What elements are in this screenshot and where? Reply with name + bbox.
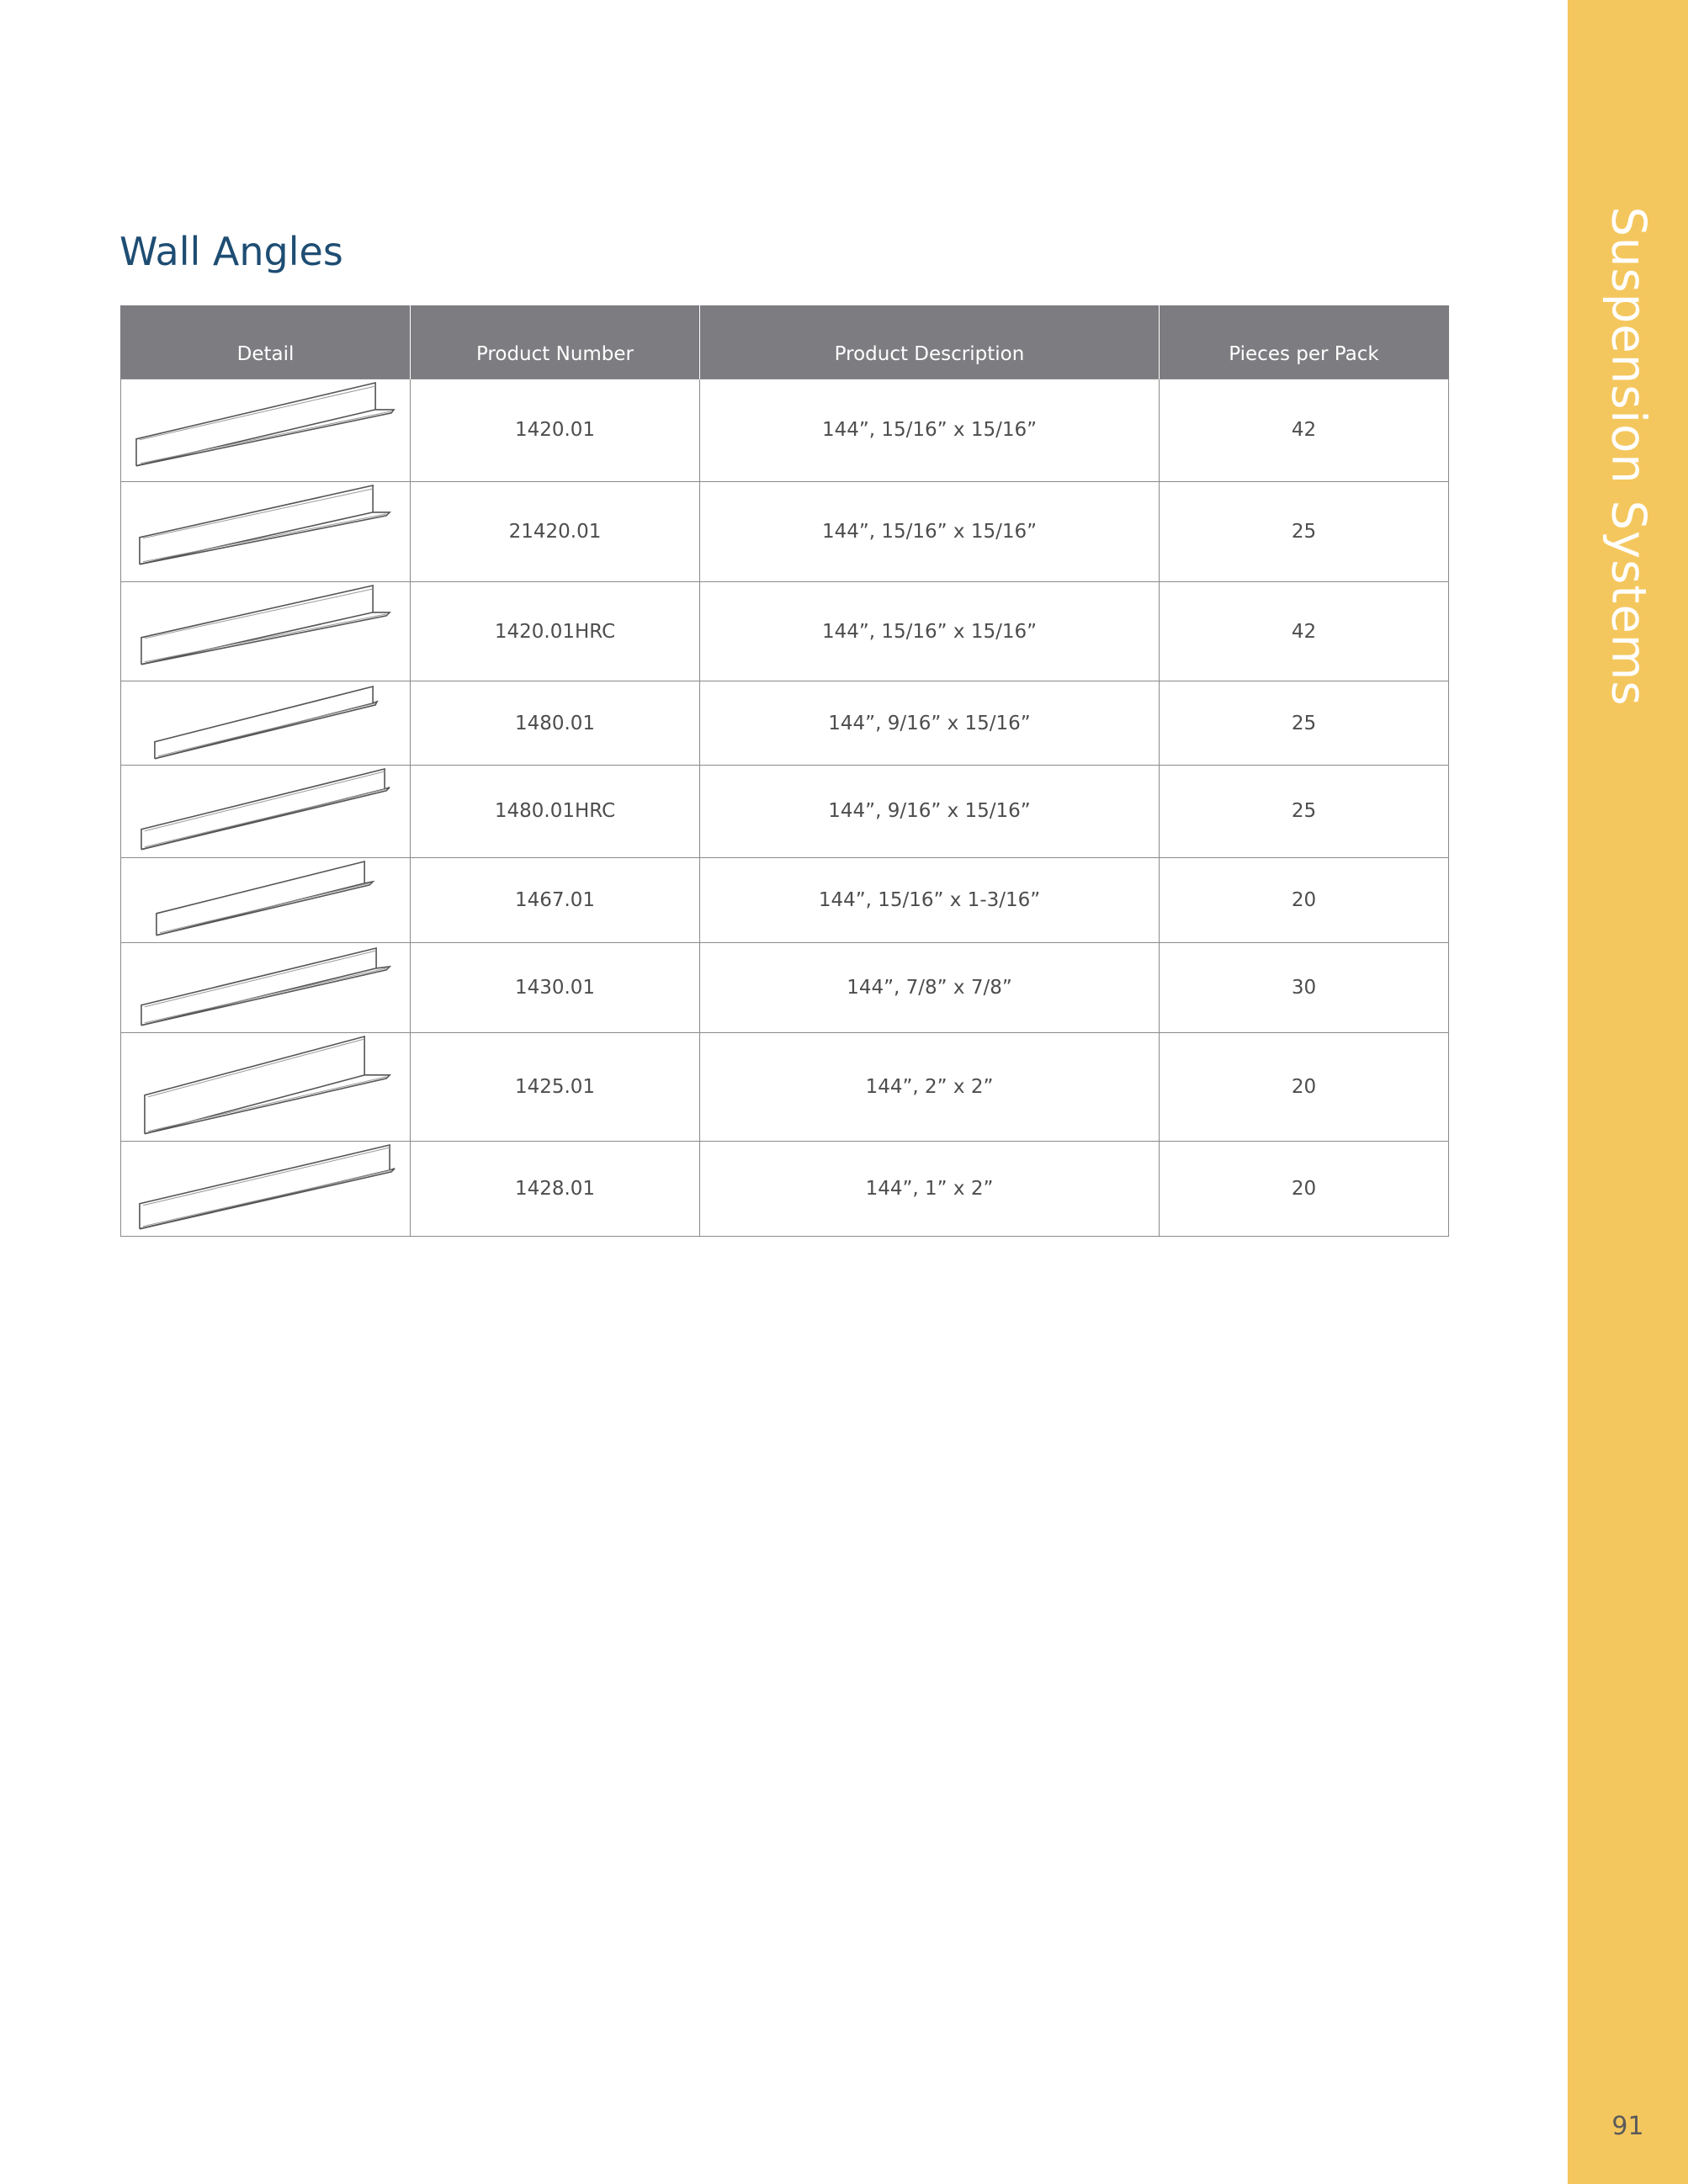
- section-title-container: [1568, 206, 1688, 706]
- product-number: 1480.01: [411, 681, 700, 766]
- wall-angle-drawing-icon: [121, 1033, 410, 1141]
- wall-angle-drawing-icon: [121, 1142, 410, 1236]
- product-description: 144”, 9/16” x 15/16”: [700, 681, 1160, 766]
- detail-cell: [121, 379, 411, 482]
- detail-cell: [121, 581, 411, 681]
- product-number: 1430.01: [411, 942, 700, 1033]
- wall-angle-drawing-icon: [121, 482, 410, 581]
- page-number: 91: [1611, 2112, 1644, 2141]
- section-title: Suspension Systems: [1600, 206, 1655, 706]
- header-pieces-per-pack: Pieces per Pack: [1160, 305, 1449, 379]
- header-product-number: Product Number: [411, 305, 700, 379]
- product-description: 144”, 15/16” x 15/16”: [700, 379, 1160, 482]
- product-number: 1420.01: [411, 379, 700, 482]
- pieces-per-pack: 42: [1160, 581, 1449, 681]
- product-number: 1420.01HRC: [411, 581, 700, 681]
- detail-cell: [121, 681, 411, 766]
- product-number: 1467.01: [411, 857, 700, 942]
- product-description: 144”, 9/16” x 15/16”: [700, 766, 1160, 858]
- product-description: 144”, 2” x 2”: [700, 1033, 1160, 1142]
- wall-angles-table: [120, 305, 1449, 1237]
- pieces-per-pack: 20: [1160, 1033, 1449, 1142]
- table-row: [121, 1141, 1449, 1236]
- pieces-per-pack: 42: [1160, 379, 1449, 482]
- product-number: 1480.01HRC: [411, 766, 700, 858]
- detail-cell: [121, 1033, 411, 1142]
- detail-cell: [121, 482, 411, 582]
- table-row: [121, 942, 1449, 1033]
- detail-cell: [121, 766, 411, 858]
- wall-angle-drawing-icon: [121, 379, 410, 482]
- pieces-per-pack: 20: [1160, 1141, 1449, 1236]
- product-description: 144”, 15/16” x 15/16”: [700, 581, 1160, 681]
- wall-angle-drawing-icon: [121, 766, 410, 857]
- product-description: 144”, 1” x 2”: [700, 1141, 1160, 1236]
- detail-cell: [121, 942, 411, 1033]
- wall-angle-drawing-icon: [121, 582, 410, 681]
- table-row: [121, 681, 1449, 766]
- table-row: [121, 857, 1449, 942]
- wall-angle-drawing-icon: [121, 681, 410, 765]
- wall-angle-drawing-icon: [121, 943, 410, 1033]
- header-product-description: Product Description: [700, 305, 1160, 379]
- pieces-per-pack: 25: [1160, 681, 1449, 766]
- pieces-per-pack: 20: [1160, 857, 1449, 942]
- product-description: 144”, 15/16” x 15/16”: [700, 482, 1160, 582]
- product-number: 1425.01: [411, 1033, 700, 1142]
- product-number: 1428.01: [411, 1141, 700, 1236]
- table-row: [121, 766, 1449, 858]
- table-row: [121, 1033, 1449, 1142]
- product-description: 144”, 7/8” x 7/8”: [700, 942, 1160, 1033]
- product-number: 21420.01: [411, 482, 700, 582]
- detail-cell: [121, 1141, 411, 1236]
- wall-angle-drawing-icon: [121, 858, 410, 942]
- table-header-row: [121, 305, 1449, 379]
- pieces-per-pack: 30: [1160, 942, 1449, 1033]
- detail-cell: [121, 857, 411, 942]
- table-row: [121, 581, 1449, 681]
- header-detail: Detail: [121, 305, 411, 379]
- pieces-per-pack: 25: [1160, 482, 1449, 582]
- table-row: [121, 482, 1449, 582]
- page-title: Wall Angles: [119, 229, 343, 274]
- table-row: [121, 379, 1449, 482]
- product-description: 144”, 15/16” x 1-3/16”: [700, 857, 1160, 942]
- pieces-per-pack: 25: [1160, 766, 1449, 858]
